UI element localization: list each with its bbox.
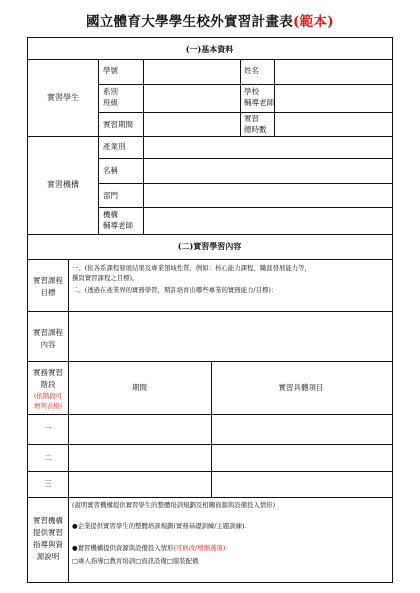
resource-bullet-training: ●企業提供實習學生的整體培訓規劃(實務基礎訓練/主題訓練)：	[72, 522, 251, 530]
stage-note-2: 增列表格)	[33, 402, 63, 410]
dept-label-2: 班級	[103, 98, 118, 107]
course-goal-item-1-line-2: 撰寫實習課程之目標)。	[72, 274, 139, 282]
stage-label-1: 實務實習	[33, 368, 63, 377]
course-goal-label-1: 實習課程	[33, 276, 63, 285]
resource-bullet-equipment-colon: ：	[225, 544, 232, 552]
resource-label-3: 指導與資	[33, 540, 63, 549]
course-goal-item-1-line-1: 一、(依各系課程發展結果及專業領域性質，例如：核心能力課程、職涯發展能力等，	[72, 264, 311, 272]
dept-label-1: 系別	[103, 87, 118, 96]
course-content-label-2: 內容	[40, 340, 56, 349]
course-goal-item-2: 二、(透過在產業界的實務學習，期許培育出哪些專業的實務能力/目標)：	[72, 286, 278, 294]
document-title	[0, 10, 420, 30]
department-label: 部門	[103, 191, 118, 200]
rule	[28, 444, 392, 445]
org-name-label: 名稱	[103, 166, 118, 175]
rule	[211, 361, 212, 497]
course-content-label-1: 實習課程	[33, 328, 63, 337]
title-main: 國立體育大學學生校外實習計畫表	[86, 14, 293, 30]
period-label: 實習期間	[103, 120, 133, 129]
total-hours-label-1: 實習	[244, 114, 259, 123]
rule	[68, 497, 69, 582]
resource-label-2: 提供實習	[33, 528, 63, 537]
rule	[98, 59, 99, 234]
course-goal-label-2: 目標	[40, 288, 56, 297]
period-column-header: 期間	[132, 383, 147, 392]
org-mentor-label-2: 輔導老師	[103, 221, 133, 230]
rule	[28, 234, 392, 235]
rule	[28, 259, 392, 260]
resource-options: □專人指導□教育培訓□資訊設備□服裝配備	[72, 557, 199, 565]
industry-label: 產業別	[103, 142, 126, 151]
rule	[68, 259, 69, 361]
rule	[28, 414, 392, 415]
stage-row-1: 一	[44, 424, 52, 433]
resource-bullet-equipment	[72, 544, 232, 553]
stage-row-2: 二	[44, 453, 52, 462]
stage-label-2: 階段	[40, 380, 56, 389]
section-basic-info-heading: (一)基本資料	[185, 44, 234, 54]
plan-form-table	[27, 37, 393, 583]
stage-row-3: 三	[44, 479, 52, 488]
title-template-mark: (範本)	[293, 14, 334, 30]
name-label: 姓名	[244, 66, 259, 75]
rule	[274, 59, 275, 136]
rule	[28, 311, 392, 312]
org-mentor-label-1: 機構	[103, 210, 118, 219]
rule	[68, 361, 69, 497]
resource-label-4: 源說明	[36, 552, 60, 561]
rule	[28, 361, 392, 362]
resource-bullet-equipment-text: ●實習機構提供資源與設備投入情形	[72, 544, 174, 552]
resource-bullet-equipment-note: (可修改/增刪選項)	[173, 544, 226, 552]
school-advisor-label-2: 輔導老師	[244, 98, 274, 107]
school-advisor-label-1: 學校	[244, 87, 259, 96]
student-no-label: 學號	[103, 66, 118, 75]
stage-note-1: (依階段可	[33, 392, 63, 400]
resource-label-1: 實習機構	[33, 516, 63, 525]
org-label: 實習機構	[47, 180, 79, 189]
section-learning-content-heading: (二)實習學習內容	[177, 241, 242, 251]
rule	[28, 471, 392, 472]
rule	[28, 497, 392, 498]
rule	[240, 59, 241, 136]
student-label: 實習學生	[47, 93, 79, 102]
items-column-header: 實習具體項目	[278, 383, 324, 392]
rule	[143, 59, 144, 136]
resource-note: (說明實習機構提供實習學生的整體培訓規劃及相關資源與設備投入情形)	[72, 501, 276, 509]
rule	[143, 136, 144, 234]
rule	[28, 136, 392, 137]
total-hours-label-2: 總時數	[244, 125, 267, 134]
rule	[28, 59, 392, 60]
